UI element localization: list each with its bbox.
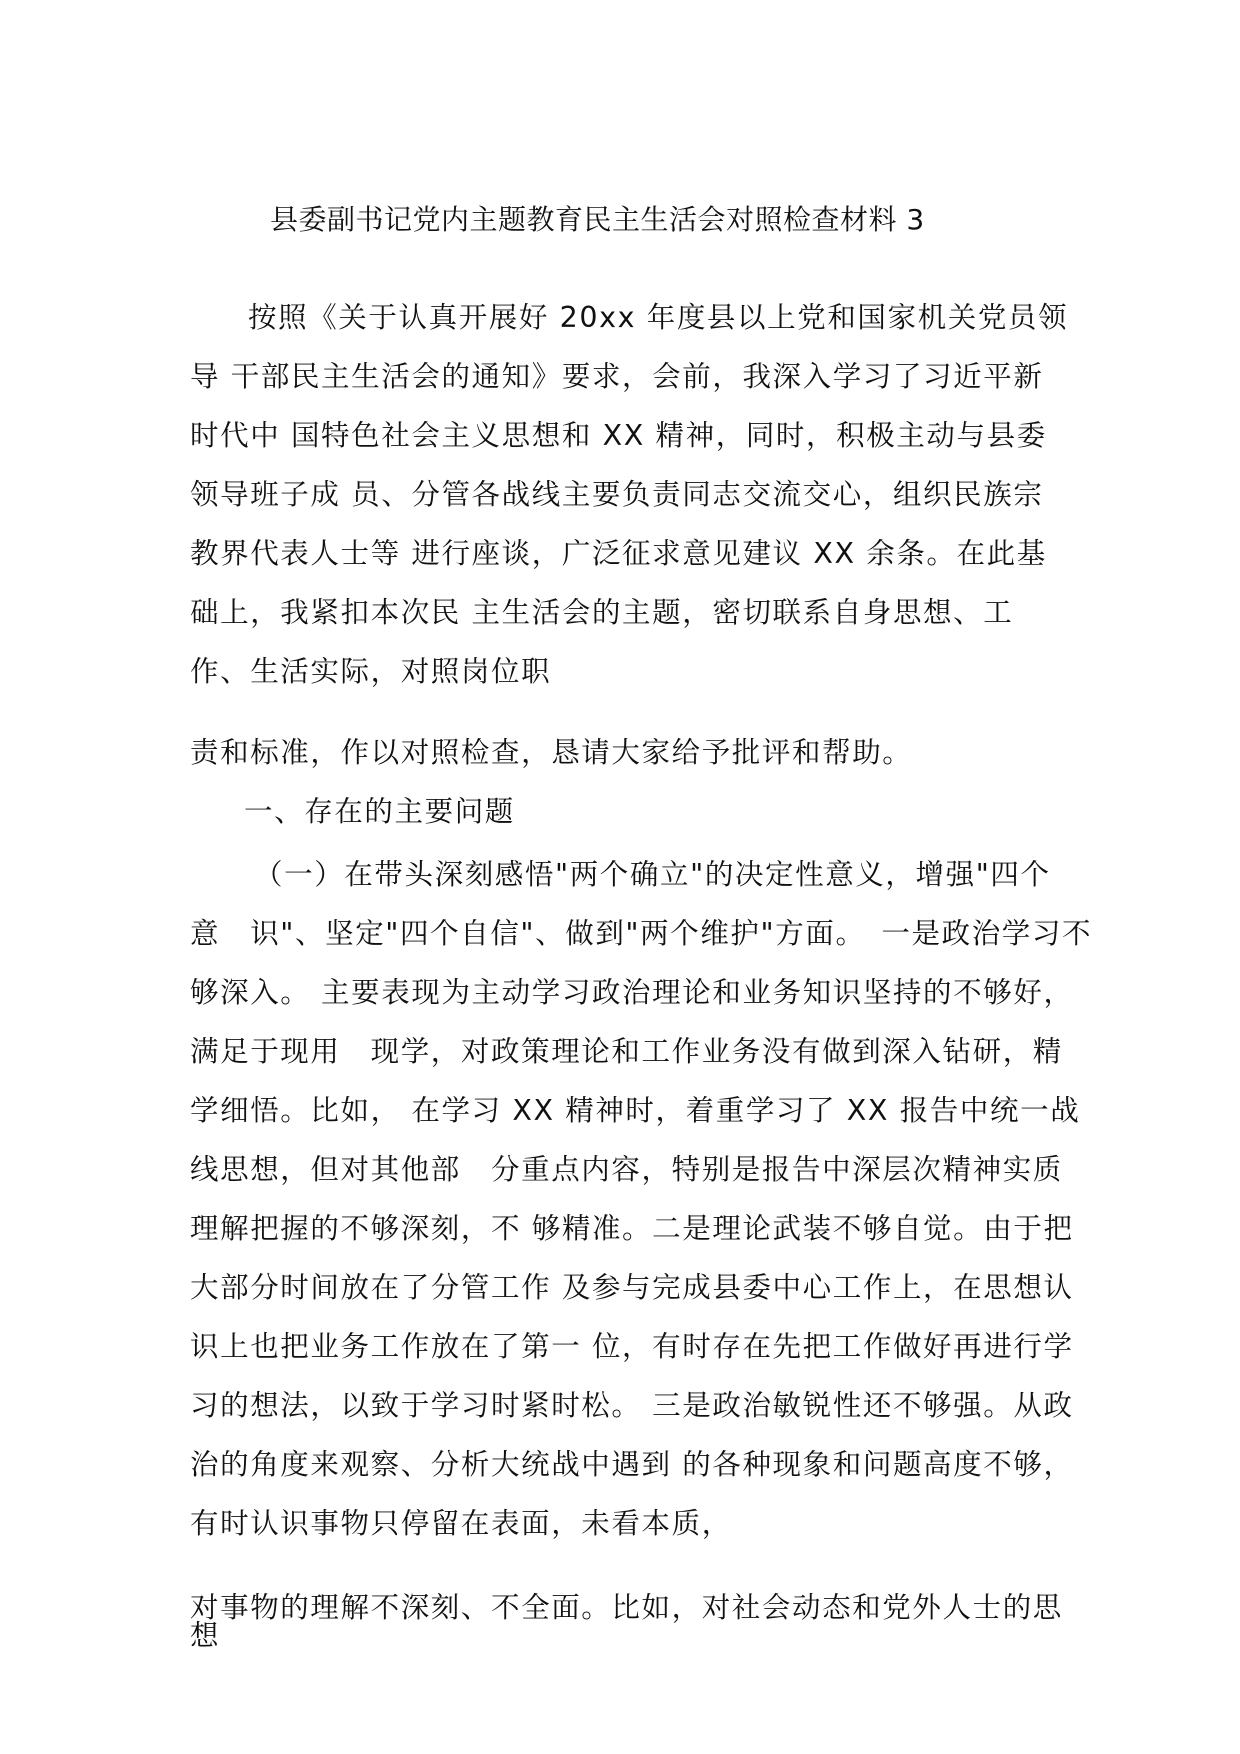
paragraph-line: 时代中 国特色社会主义思想和 XX 精神，同时，积极主动与县委	[190, 419, 1047, 452]
paragraph-line: 识上也把业务工作放在了第一 位，有时存在先把工作做好再进行学	[190, 1330, 1074, 1363]
paragraph-line: 理解把握的不够深刻，不 够精准。二是理论武装不够自觉。由于把	[190, 1212, 1074, 1245]
paragraph-line: 想	[190, 1619, 221, 1652]
section-heading: 一、存在的主要问题	[244, 795, 515, 828]
paragraph-line: 作、生活实际，对照岗位职	[190, 655, 552, 688]
paragraph-line: 大部分时间放在了分管工作 及参与完成县委中心工作上，在思想认	[190, 1271, 1074, 1304]
paragraph-line: 学细悟。比如， 在学习 XX 精神时，着重学习了 XX 报告中统一战	[190, 1094, 1081, 1127]
paragraph-line: 有时认识事物只停留在表面，未看本质，	[190, 1507, 732, 1540]
paragraph-line: 意 识"、坚定"四个自信"、做到"两个维护"方面。 一是政治学习不	[190, 917, 1093, 950]
paragraph-line: 习的想法，以致于学习时紧时松。 三是政治敏锐性还不够强。从政	[190, 1389, 1074, 1422]
paragraph-line: 够深入。 主要表现为主动学习政治理论和业务知识坚持的不够好，	[190, 976, 1074, 1009]
document-title: 县委副书记党内主题教育民主生活会对照检查材料 3	[270, 203, 925, 236]
paragraph-line: 责和标准，作以对照检查，恳请大家给予批评和帮助。	[190, 736, 913, 769]
paragraph-line: 满足于现用 现学，对政策理论和工作业务没有做到深入钻研，精	[190, 1035, 1063, 1068]
paragraph-line: 线思想，但对其他部 分重点内容，特别是报告中深层次精神实质	[190, 1153, 1063, 1186]
paragraph-line: 按照《关于认真开展好 20xx 年度县以上党和国家机关党员领	[248, 301, 1069, 334]
paragraph-line: 领导班子成 员、分管各战线主要负责同志交流交心，组织民族宗	[190, 478, 1044, 511]
paragraph-line: 对事物的理解不深刻、不全面。比如，对社会动态和党外人士的思	[190, 1591, 1063, 1624]
paragraph-line: 础上，我紧扣本次民 主生活会的主题，密切联系自身思想、工	[190, 596, 1014, 629]
paragraph-line: 教界代表人士等 进行座谈，广泛征求意见建议 XX 余条。在此基	[190, 537, 1047, 570]
subsection-heading-line: （一）在带头深刻感悟"两个确立"的决定性意义，增强"四个	[254, 858, 1051, 891]
paragraph-line: 治的角度来观察、分析大统战中遇到 的各种现象和问题高度不够，	[190, 1448, 1074, 1481]
paragraph-line: 导 干部民主生活会的通知》要求，会前，我深入学习了习近平新	[190, 360, 1044, 393]
